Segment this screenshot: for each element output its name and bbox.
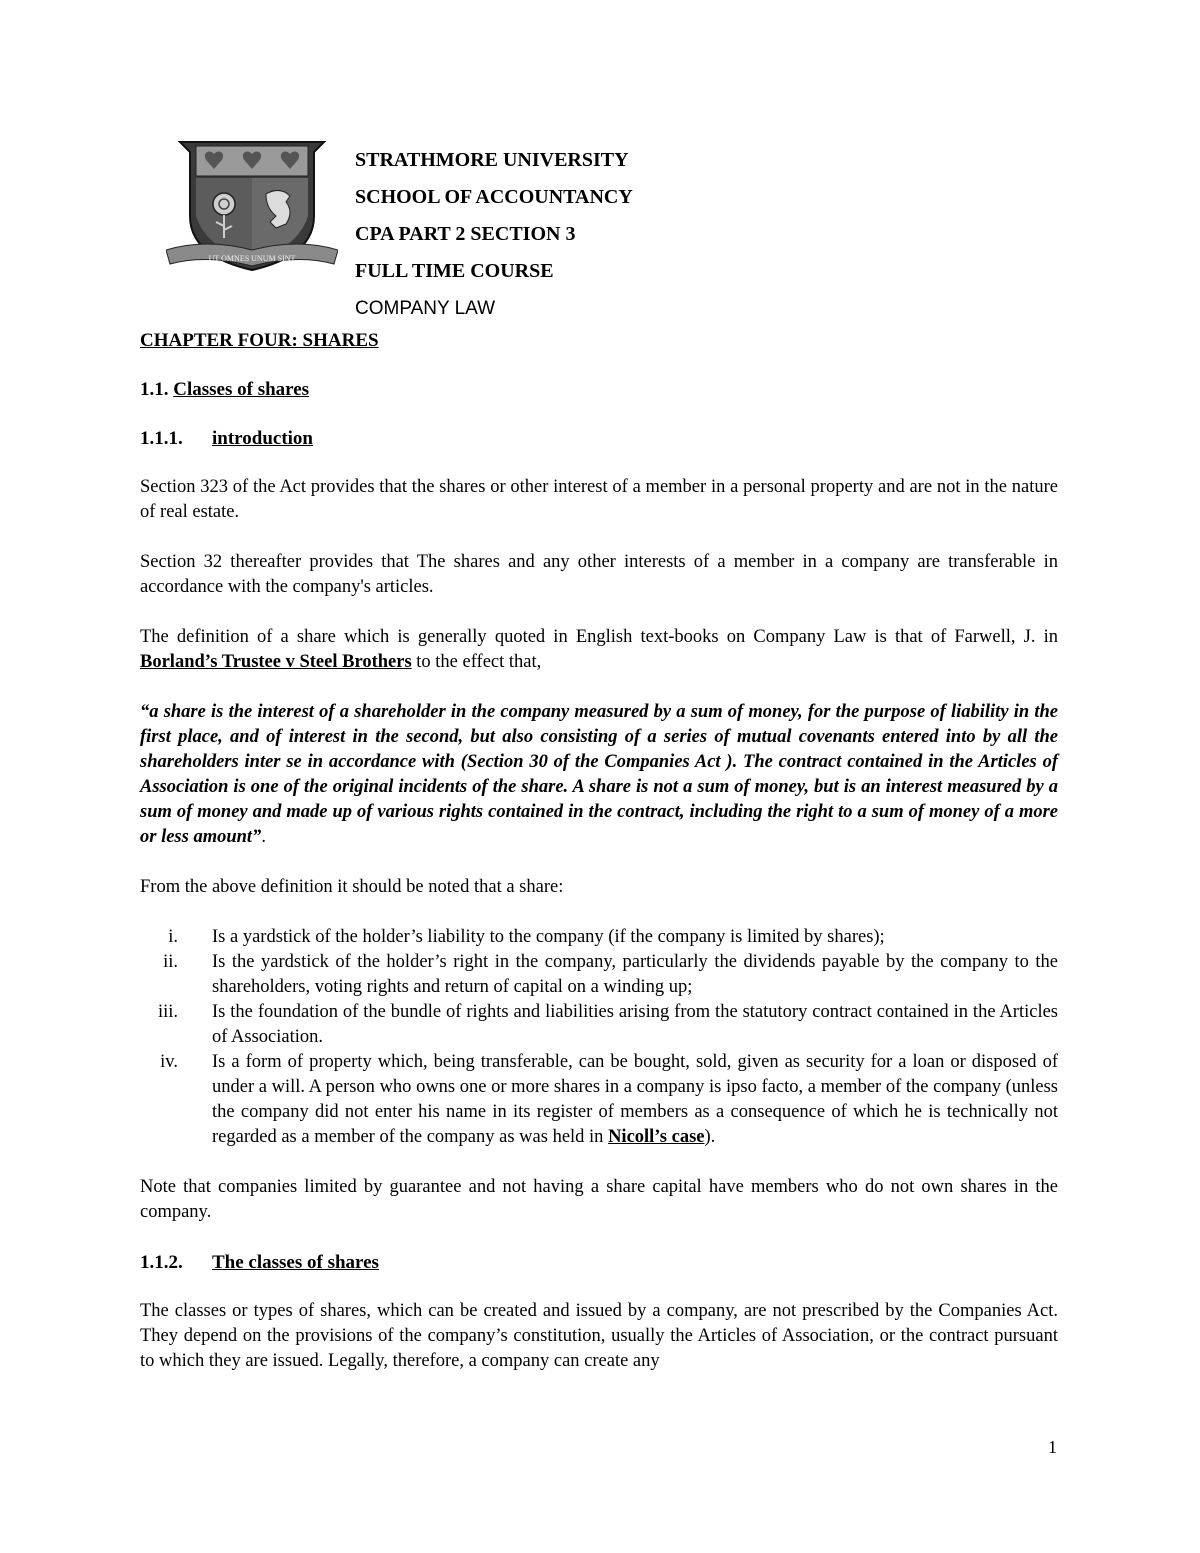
case-citation: Borland’s Trustee v Steel Brothers [140, 652, 412, 672]
chapter-title: CHAPTER FOUR: SHARES [140, 330, 379, 351]
university-crest-logo [166, 138, 338, 276]
section-title: Classes of shares [173, 379, 310, 400]
definition-quote [140, 700, 1058, 850]
list-number: i. [168, 927, 178, 947]
paragraph-text: The definition of a share which is generally quoted in English text-books on Company Law is that of Farwell, J. in [140, 627, 1058, 647]
paragraph-list-intro: From the above definition it should be noted that a share: [140, 877, 564, 897]
section-heading-1-1-1 [140, 426, 1058, 451]
paragraph-guarantee-note: Note that companies limited by guarantee and not having a share capital have members who do not own shares in the company. [140, 1177, 1058, 1222]
section-heading-1-1-2 [140, 1250, 1058, 1275]
list-number: iv. [160, 1052, 178, 1072]
section-number: 1.1. [140, 379, 169, 400]
header-school: SCHOOL OF ACCOUNTANCY [355, 186, 633, 208]
paragraph-section-32: Section 32 thereafter provides that The shares and any other interests of a member in a company are transferable in accordance with the company's articles. [140, 552, 1058, 597]
share-characteristics-list [140, 925, 1058, 1150]
list-item [140, 1000, 1058, 1050]
paragraph-text: to the effect that, [411, 652, 542, 672]
list-item [140, 950, 1058, 1000]
header-university: STRATHMORE UNIVERSITY [355, 149, 629, 171]
list-text: Is a yardstick of the holder’s liability to the company (if the company is limited by shares); [212, 927, 885, 947]
list-text: Is the yardstick of the holder’s right in the company, particularly the dividends payable by the company to the shareholders, voting rights and return of capital on a winding up; [212, 952, 1058, 997]
paragraph-definition [140, 625, 1058, 675]
case-citation: Nicoll’s case [608, 1127, 705, 1147]
section-title: The classes of shares [212, 1252, 379, 1273]
list-number: iii. [157, 1002, 178, 1022]
list-number: ii. [163, 952, 178, 972]
list-item [140, 925, 1058, 950]
quote-end: . [261, 827, 266, 847]
list-text-end: ). [704, 1127, 716, 1147]
section-title: introduction [212, 428, 314, 449]
quote-text: “a share is the interest of a shareholder in the company measured by a sum of money, for the purpose of liability in the first place, and of interest in the second, but also consisting of a series of mutual covenants entered into by all the shareholders inter se in accordance with (Section 30 of the Companies Act ). The contract contained in the Articles of Association is one of the original incidents of the share. A share is not a sum of money, but is an interest measured by a sum of money and made up of various rights contained in the contract, including the right to a sum of money of a more or less amount” [140, 702, 1058, 847]
section-number: 1.1.2. [140, 1252, 183, 1273]
list-item [140, 1050, 1058, 1150]
list-text: Is the foundation of the bundle of rights and liabilities arising from the statutory contract contained in the Articles of Association. [212, 1002, 1058, 1047]
paragraph-section-323: Section 323 of the Act provides that the shares or other interest of a member in a personal property and are not in the nature of real estate. [140, 477, 1058, 522]
section-number: 1.1.1. [140, 428, 183, 449]
header-course-part: CPA PART 2 SECTION 3 [355, 223, 576, 245]
paragraph-classes-of-shares: The classes or types of shares, which can be created and issued by a company, are not prescribed by the Companies Act. They depend on the provisions of the company’s constitution, usually the Articles of Association, or the contract pursuant to which they are issued. Legally, therefore, a company can create any [140, 1301, 1058, 1371]
crest-motto: UT OMNES UNUM SINT [208, 254, 296, 263]
document-header [355, 142, 633, 327]
document-body [140, 328, 1058, 1399]
section-heading-1-1 [140, 377, 1058, 402]
list-text: Is a form of property which, being transferable, can be bought, sold, given as security for a loan or disposed of under a will. A person who owns one or more shares in a company is ipso facto, a member of the company (unless the company did not enter his name in its register of members as a consequence of which he is technically not regarded as a member of the company as was held in [212, 1052, 1058, 1147]
page-number: 1 [1048, 1437, 1057, 1457]
header-course-mode: FULL TIME COURSE [355, 260, 554, 282]
header-subject: COMPANY LAW [355, 298, 496, 319]
